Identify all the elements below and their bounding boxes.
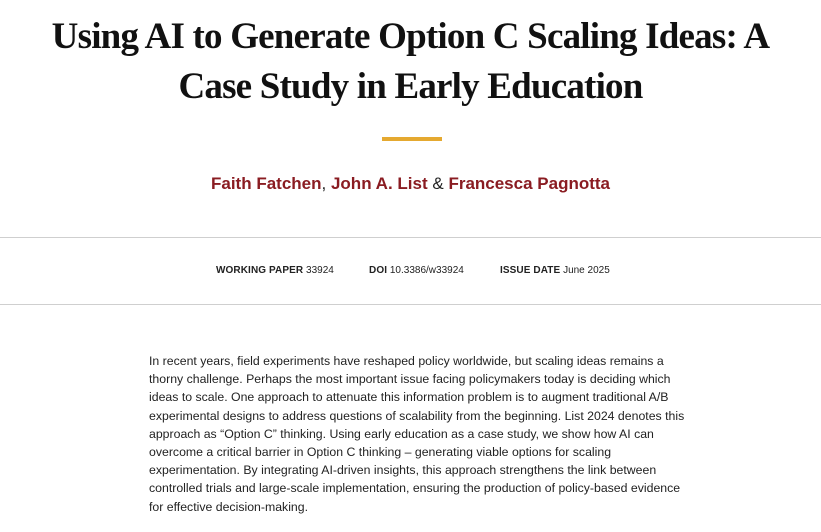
abstract-paragraph [149, 352, 685, 516]
abstract-line: controlled trials and large-scale implementation, ensuring the production of policy-based evidence [149, 481, 681, 496]
title-accent-rule [382, 137, 442, 141]
meta-working-paper [216, 263, 334, 279]
abstract-line: In recent years, field experiments have reshaped policy worldwide, but scaling ideas remains a [149, 354, 664, 368]
author-separator: , [321, 174, 327, 193]
meta-value: June 2025 [563, 265, 610, 276]
abstract-line: thorny challenge. Perhaps the most important issue facing policymakers today is deciding which [149, 372, 671, 387]
abstract-line: experimental designs to address questions of scalability from the beginning. List 2024 denotes this [149, 408, 685, 423]
title-line-1: Using AI to Generate Option C Scaling Ideas: A [51, 16, 770, 57]
author-link-faith-fatchen[interactable]: Faith Fatchen [210, 174, 322, 193]
meta-divider-bottom [0, 304, 821, 305]
meta-divider-top [0, 237, 821, 238]
meta-label: WORKING PAPER [216, 265, 304, 276]
paper-meta [0, 263, 821, 279]
author-list [0, 173, 821, 195]
abstract-line: ideas to scale. One approach to attenuate this information problem is to augment traditional A/B [149, 390, 669, 405]
page-title [0, 12, 821, 112]
author-link-francesca-pagnotta[interactable]: Francesca Pagnotta [448, 174, 610, 193]
author-link-john-list[interactable]: John A. List [330, 174, 428, 193]
title-line-2: Case Study in Early Education [178, 66, 643, 107]
meta-label: DOI [369, 265, 388, 276]
abstract-line: approach as “Option C” thinking. Using early education as a case study, we show how AI can [149, 426, 654, 441]
abstract-line: experimentation. By integrating AI-driven insights, this approach strengthens the link between [149, 463, 657, 478]
abstract-line: for effective decision-making. [149, 499, 309, 514]
meta-doi [369, 263, 464, 279]
author-separator: & [432, 174, 444, 193]
meta-issue-date [500, 263, 610, 279]
abstract-line: overcome a critical barrier in Option C thinking – generating viable options for scaling [149, 445, 612, 460]
meta-value: 10.3386/w33924 [389, 265, 464, 276]
meta-value: 33924 [306, 265, 334, 276]
meta-label: ISSUE DATE [500, 265, 561, 276]
